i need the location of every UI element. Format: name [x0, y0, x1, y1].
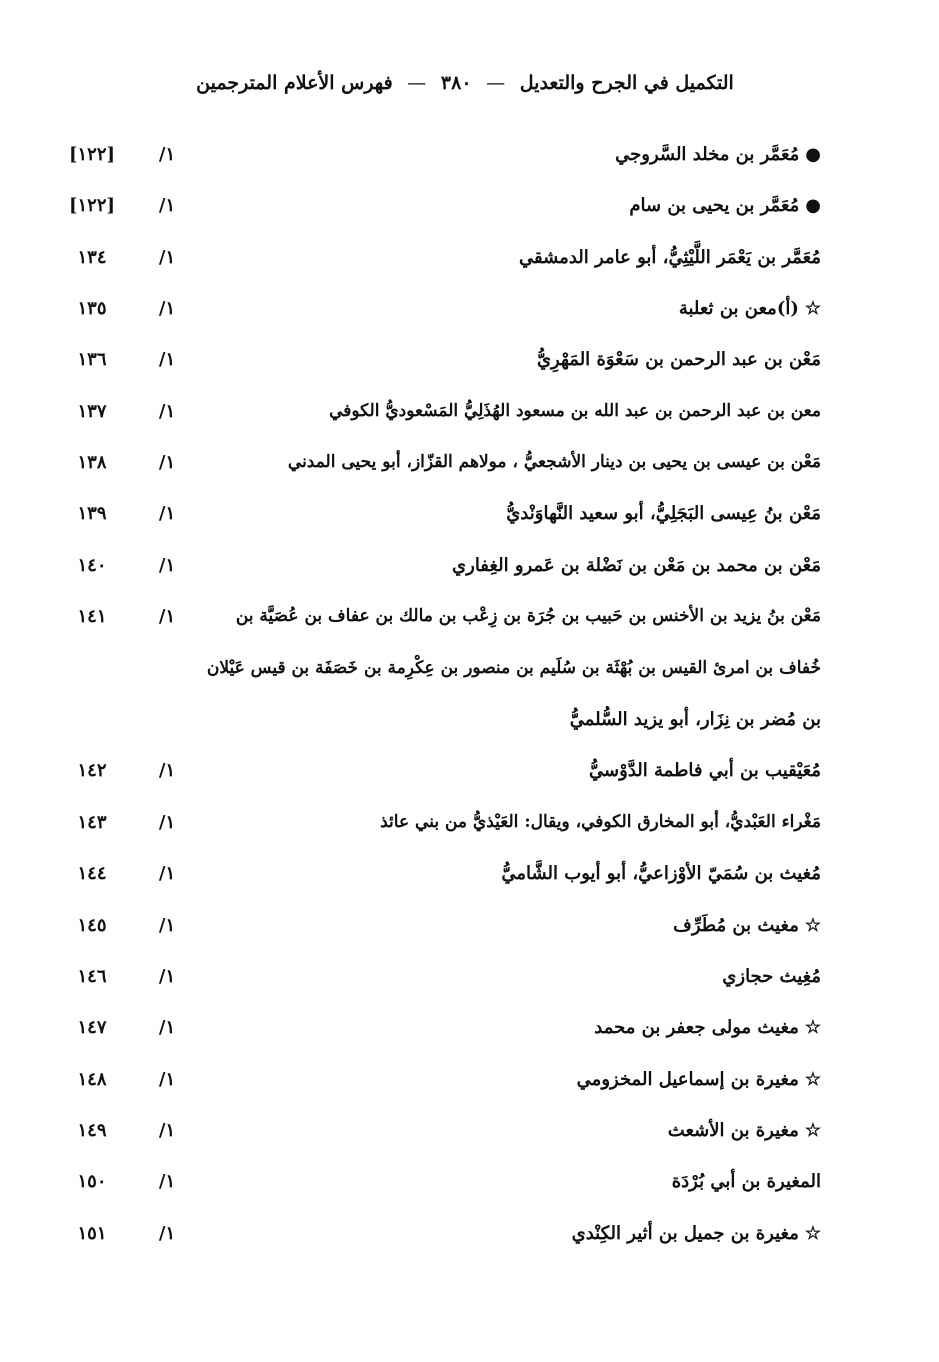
entry-name	[629, 195, 821, 216]
entry-page: ١٥١	[77, 1223, 107, 1244]
entry-page: ١٤٤	[77, 863, 107, 884]
index-entry	[0, 1116, 939, 1156]
entry-name-text: مغيرة بن جميل بن أثير الكِنْدي	[571, 1223, 799, 1244]
entry-name	[673, 915, 821, 936]
entry-volume: /١	[158, 503, 176, 524]
index-entry	[0, 756, 939, 796]
entry-name	[572, 1223, 821, 1244]
entry-volume: /١	[158, 298, 176, 319]
entry-page: ١٣٥	[77, 298, 107, 319]
entry-page: ١٥٠	[77, 1171, 107, 1192]
entry-volume: /١	[158, 144, 176, 165]
entry-name	[288, 452, 821, 472]
entry-volume: /١	[158, 1223, 176, 1244]
entry-name-text: بن مُضر بن نِزَار، أبو يزيد السُّلميُّ	[569, 709, 821, 730]
header-separator: —	[407, 72, 427, 94]
entry-name	[589, 760, 821, 781]
entry-name	[672, 1171, 821, 1192]
entry-volume: /١	[158, 863, 176, 884]
star-icon: ☆	[804, 915, 821, 936]
entry-page: ١٣٤	[77, 247, 107, 268]
entry-name	[329, 401, 821, 421]
entry-name-text: مغيث بن مُطَرِّف	[673, 915, 799, 936]
entry-volume: /١	[158, 1171, 176, 1192]
entry-name-text: مغيرة بن الأشعث	[667, 1120, 799, 1141]
entry-page: ١٤٠	[77, 555, 107, 576]
entry-name-text: مُغِيث حجازي	[722, 966, 821, 987]
entry-volume: /١	[158, 349, 176, 370]
entry-volume: /١	[158, 812, 176, 833]
header-separator: —	[486, 72, 506, 94]
entry-volume: /١	[158, 401, 176, 422]
entry-volume: /١	[158, 760, 176, 781]
entry-page: ١٤٣	[77, 812, 107, 833]
entry-name-text: مَغْراء العَبْديُّ، أبو المخارق الكوفي، ويقال: العَيْذيُّ من بني عائذ	[380, 812, 821, 832]
entry-volume: /١	[158, 1120, 176, 1141]
entry-name	[577, 1069, 821, 1090]
index-entry	[0, 448, 939, 488]
entry-name-text: خُفاف بن امرئ القيس بن بُهْثَة بن سُلَيم بن منصور بن عِكْرِمة بن خَصَفَة بن قيس عَيْلان	[206, 658, 821, 678]
entry-name	[722, 966, 821, 987]
entry-name-text: مَعْن بن محمد بن مَعْن بن نَضْلة بن عَمرو الغِفاري	[452, 555, 821, 576]
index-entry	[0, 243, 939, 283]
entry-name	[679, 298, 821, 319]
entry-name-text: مُغيث بن سُمَيّ الأوْزاعيُّ، أبو أيوب الشَّاميُّ	[501, 863, 821, 884]
entry-volume: /١	[158, 195, 176, 216]
entry-name	[452, 555, 821, 576]
index-entry	[0, 191, 939, 231]
index-entry	[0, 1219, 939, 1259]
entry-name	[207, 658, 821, 678]
star-icon: ☆	[804, 1017, 821, 1038]
entry-name	[537, 349, 821, 370]
entry-volume: /١	[158, 1017, 176, 1038]
entry-volume: /١	[158, 966, 176, 987]
index-entry	[0, 1065, 939, 1105]
index-entry	[0, 859, 939, 899]
entry-name-text: مُعَمَّر بن مخلد السَّروجي	[615, 144, 800, 165]
entry-name-text: معن بن عبد الرحمن بن عبد الله بن مسعود الهُذَلِيُّ المَسْعوديُّ الكوفي	[329, 401, 821, 421]
entry-page: ١٤١	[77, 606, 107, 627]
entry-page: ١٣٨	[77, 452, 107, 473]
entry-volume: /١	[158, 1069, 176, 1090]
entry-name-text: (أ)معن بن ثعلبة	[678, 298, 799, 319]
index-entry	[0, 705, 939, 745]
bullet-icon: ●	[805, 144, 821, 165]
index-entry	[0, 1013, 939, 1053]
index-entry	[0, 911, 939, 951]
entry-name	[668, 1120, 821, 1141]
entry-volume: /١	[158, 452, 176, 473]
index-entry	[0, 602, 939, 642]
entry-name-text: مَعْن بنُ يزيد بن الأخنس بن حَبيب بن جُرَة بن زِعْب بن مالك بن عفاف بن عُصَيَّة بن	[235, 606, 821, 626]
page-number: ٣٨٠	[440, 72, 472, 94]
entry-page: ١٣٩	[77, 503, 107, 524]
entry-name-text: مَعْن بن عبد الرحمن بن سَعْوَة المَهْرِيُّ	[536, 349, 821, 370]
entry-volume: /١	[158, 555, 176, 576]
book-title: التكميل في الجرح والتعديل	[519, 72, 734, 94]
entry-page: ١٤٧	[77, 1017, 107, 1038]
entry-page: ١٤٩	[77, 1120, 107, 1141]
entry-page: ١٣٦	[77, 349, 107, 370]
entry-page: ١٤٥	[77, 915, 107, 936]
index-entry	[0, 294, 939, 334]
entry-page: ١٤٢	[77, 760, 107, 781]
entry-name-text: مغيث مولى جعفر بن محمد	[594, 1017, 799, 1038]
bullet-icon: ●	[805, 195, 821, 216]
star-icon: ☆	[804, 1223, 821, 1244]
star-icon: ☆	[804, 1120, 821, 1141]
entry-page: [١٢٢]	[68, 195, 116, 216]
entry-name	[594, 1017, 821, 1038]
entry-name-text: مُعَمَّر بن يحيى بن سام	[629, 195, 800, 216]
entry-volume: /١	[158, 915, 176, 936]
index-entry	[0, 397, 939, 437]
entry-name-text: مغيرة بن إسماعيل المخزومي	[576, 1069, 799, 1090]
entry-name	[506, 503, 821, 524]
entry-name-text: مَعْن بنُ عِيسى البَجَلِيُّ، أبو سعيد النَّهاوَنْديُّ	[506, 503, 821, 524]
entry-name-text: مُعَمَّر بن يَعْمَر اللَّيْثِيُّ، أبو عامر الدمشقي	[519, 247, 821, 268]
entry-page: ١٤٨	[77, 1069, 107, 1090]
entry-name-text: مُعَيْقيب بن أبي فاطمة الدَّوْسيُّ	[589, 760, 821, 781]
index-entry	[0, 345, 939, 385]
entry-name	[236, 606, 821, 626]
entry-page: [١٢٢]	[68, 144, 116, 165]
page-header	[160, 72, 770, 94]
index-entry	[0, 499, 939, 539]
index-entry	[0, 551, 939, 591]
entry-volume: /١	[158, 606, 176, 627]
entry-name	[570, 709, 821, 730]
entry-name-text: مَعْن بن عيسى بن يحيى بن دينار الأشجعيُّ ، مولاهم القزّاز، أبو يحيى المدني	[287, 452, 821, 472]
entry-name	[519, 247, 821, 268]
index-entry	[0, 1167, 939, 1207]
entry-name	[615, 144, 821, 165]
section-title: فهرس الأعلام المترجمين	[196, 72, 393, 94]
entry-page: ١٤٦	[77, 966, 107, 987]
entry-name	[501, 863, 821, 884]
entry-name	[380, 812, 821, 832]
index-entry	[0, 808, 939, 848]
entry-page: ١٣٧	[77, 401, 107, 422]
index-entry	[0, 962, 939, 1002]
index-entry	[0, 140, 939, 180]
entry-volume: /١	[158, 247, 176, 268]
star-icon: ☆	[804, 298, 821, 319]
star-icon: ☆	[804, 1069, 821, 1090]
entry-name-text: المغيرة بن أبي بُرْدَة	[671, 1171, 821, 1192]
index-entry	[0, 654, 939, 694]
